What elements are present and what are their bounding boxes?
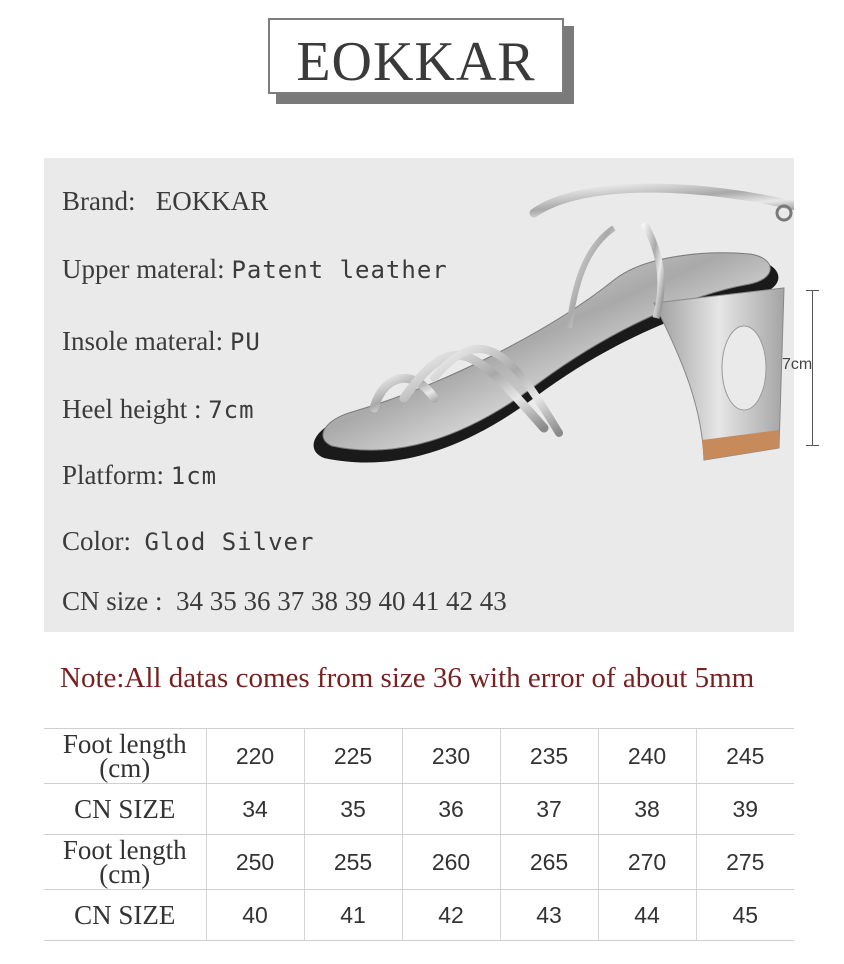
- spec-value: Patent leather: [231, 256, 448, 284]
- table-cell: 35: [304, 784, 402, 835]
- row-header: Foot length (cm): [44, 835, 206, 890]
- spec-label: CN size :: [62, 586, 163, 616]
- spec-label: Heel height :: [62, 394, 202, 424]
- table-cell: 230: [402, 729, 500, 784]
- spec-value: Glod Silver: [144, 528, 315, 556]
- brand-logo: [268, 18, 564, 94]
- table-cell: 265: [500, 835, 598, 890]
- heel-dimension-label: 7cm: [782, 356, 813, 373]
- buckle: [777, 206, 791, 220]
- spec-brand: [62, 186, 268, 217]
- table-row: [44, 835, 794, 890]
- table-cell: 43: [500, 890, 598, 941]
- ankle-strap: [534, 188, 794, 213]
- table-cell: 225: [304, 729, 402, 784]
- spec-value: PU: [229, 328, 261, 356]
- table-row: [44, 890, 794, 941]
- table-cell: 260: [402, 835, 500, 890]
- table-cell: 275: [696, 835, 794, 890]
- table-cell: 250: [206, 835, 304, 890]
- spec-color: [62, 526, 314, 557]
- table-cell: 255: [304, 835, 402, 890]
- product-info-panel: [44, 158, 813, 632]
- table-cell: 235: [500, 729, 598, 784]
- table-cell: 39: [696, 784, 794, 835]
- spec-label: Platform:: [62, 460, 164, 490]
- spec-insole-material: [62, 326, 261, 357]
- table-cell: 45: [696, 890, 794, 941]
- size-table: [44, 728, 794, 941]
- heel-dimension-tick-top: [806, 290, 819, 291]
- table-cell: 44: [598, 890, 696, 941]
- table-cell: 34: [206, 784, 304, 835]
- brand-logo-text: EOKKAR: [296, 31, 536, 93]
- spec-value: 34 35 36 37 38 39 40 41 42 43: [176, 586, 507, 616]
- table-cell: 36: [402, 784, 500, 835]
- sandal-image: [284, 168, 794, 508]
- spec-cn-size: [62, 586, 507, 617]
- spec-value: EOKKAR: [155, 186, 269, 216]
- table-cell: 270: [598, 835, 696, 890]
- spec-label: Color:: [62, 526, 132, 556]
- table-cell: 41: [304, 890, 402, 941]
- row-header: Foot length (cm): [44, 729, 206, 784]
- table-cell: 37: [500, 784, 598, 835]
- table-cell: 245: [696, 729, 794, 784]
- table-cell: 42: [402, 890, 500, 941]
- table-cell: 240: [598, 729, 696, 784]
- row-header: CN SIZE: [44, 784, 206, 835]
- size-note: Note:All datas comes from size 36 with error of about 5mm: [60, 662, 755, 694]
- table-cell: 38: [598, 784, 696, 835]
- heel-dimension-tick-bottom: [806, 445, 819, 446]
- table-cell: 40: [206, 890, 304, 941]
- spec-value: 1cm: [170, 462, 218, 490]
- table-row: [44, 784, 794, 835]
- table-row: [44, 729, 794, 784]
- heel-cutout: [722, 326, 766, 410]
- spec-heel-height: [62, 394, 255, 425]
- table-cell: 220: [206, 729, 304, 784]
- spec-label: Upper materal:: [62, 254, 225, 284]
- row-header: CN SIZE: [44, 890, 206, 941]
- spec-value: 7cm: [208, 396, 255, 424]
- spec-platform: [62, 460, 217, 491]
- spec-label: Insole materal:: [62, 326, 224, 356]
- spec-label: Brand:: [62, 186, 136, 216]
